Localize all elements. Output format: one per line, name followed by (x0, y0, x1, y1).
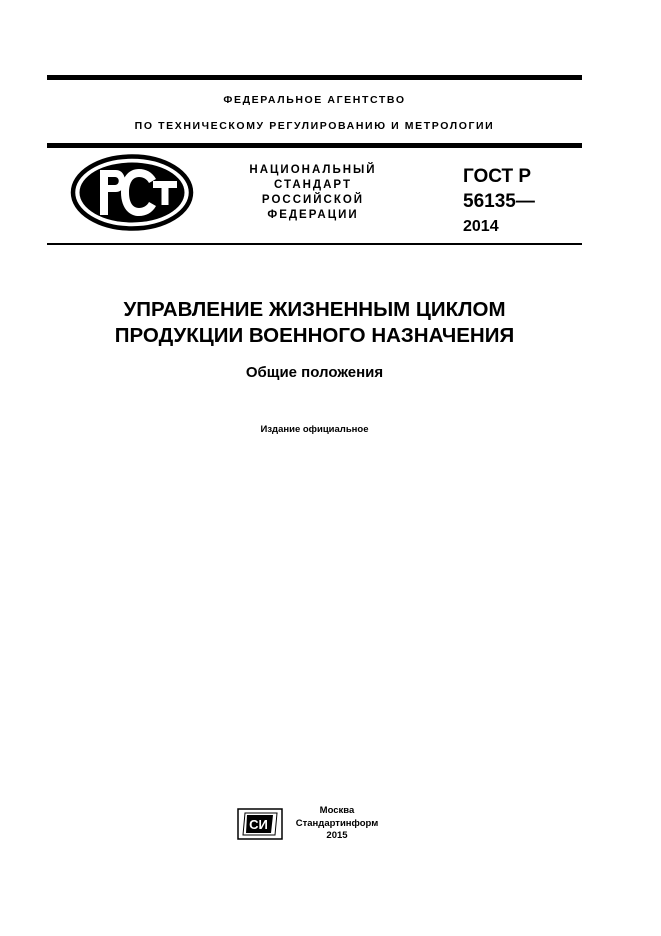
publisher-logo-text: СИ (249, 817, 268, 832)
gost-line-3: 2014 (463, 218, 499, 235)
gost-number (463, 164, 535, 239)
document-subtitle: Общие положения (245, 364, 384, 381)
header-rule (47, 143, 582, 148)
top-rule (47, 75, 582, 80)
gost-line-1: ГОСТ Р (463, 166, 532, 187)
title-line-1: УПРАВЛЕНИЕ ЖИЗНЕННЫМ ЦИКЛОМ (123, 298, 506, 321)
national-line-4: ФЕДЕРАЦИИ (267, 209, 359, 221)
national-line-3: РОССИЙСКОЙ (261, 194, 365, 206)
national-standard-label (228, 163, 398, 223)
agency-line-1: ФЕДЕРАЛЬНОЕ АГЕНТСТВО (223, 94, 406, 106)
publisher-name: Стандартинформ (295, 817, 379, 829)
agency-line-2: ПО ТЕХНИЧЕСКОМУ РЕГУЛИРОВАНИЮ И МЕТРОЛОГИИ (134, 120, 495, 132)
gost-line-2: 56135— (463, 191, 535, 212)
standartinform-logo-icon (237, 808, 283, 840)
publisher-city: Москва (319, 805, 355, 816)
title-line-2: ПРОДУКЦИИ ВОЕННОГО НАЗНАЧЕНИЯ (114, 324, 515, 347)
national-line-2: СТАНДАРТ (274, 179, 352, 191)
document-title (47, 297, 582, 349)
publisher-block (282, 805, 392, 843)
publisher-year: 2015 (326, 830, 348, 841)
national-line-1: НАЦИОНАЛЬНЫЙ (249, 164, 377, 176)
rst-certification-mark-icon (70, 153, 194, 232)
section-rule (47, 243, 582, 245)
edition-label: Издание официальное (260, 424, 369, 435)
